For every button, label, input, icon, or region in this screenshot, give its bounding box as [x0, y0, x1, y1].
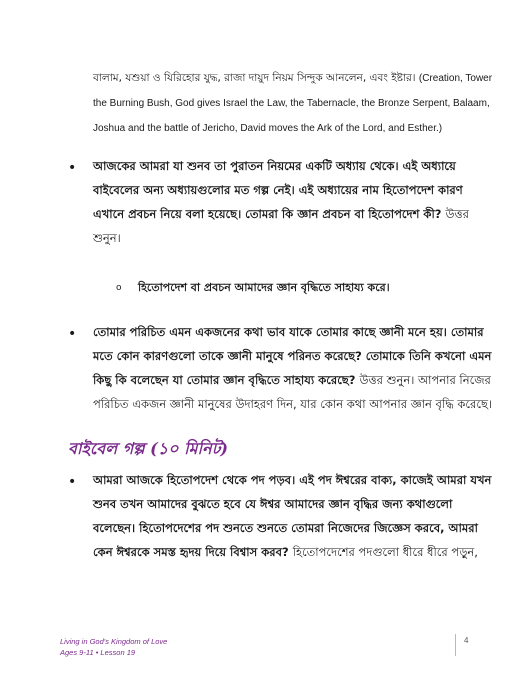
bullet-1-normal: উত্তর শুনুন।: [93, 207, 469, 245]
bullet-marker: •: [68, 160, 77, 176]
bullet-3-bold: আমরা আজকে হিতোপদেশ থেকে পদ পড়ব। এই পদ ঈশ্বরের বাক্য, কাজেই আমরা যখন শুনব তখন আমাদের বুঝতে হবে যে ঈশ্বর আমাদের জ্ঞান বৃদ্ধির জন্য কথাগুলো বলেছেন। হিতোপদেশের পদ শুনতে শুনতে তোমরা নিজেদের জিজ্ঞেস করবে, আমরা কেন ঈশ্বরকে সমস্ত হৃদয় দিয়ে বিশ্বাস করব?: [93, 473, 492, 559]
bullet-1-bold: আজকের আমরা যা শুনব তা পুরাতন নিয়মের একটি অধ্যায় থেকে। এই অধ্যায়ে বাইবেলের অন্য অধ্যায়গুলোর মত গল্প নেই। এই অধ্যায়ের নাম হিতোপদেশ কারণ এখানে প্রবচন নিয়ে বলা হয়েছে। তোমরা কি জ্ঞান প্রবচন বা হিতোপদেশ কী?: [93, 159, 463, 221]
bullet-paragraph-3: [93, 468, 493, 564]
bullet-3-normal: হিতোপদেশের পদগুলো ধীরে ধীরে পড়ুন,: [292, 545, 478, 559]
footer-title: Living in God's Kingdom of Love: [60, 637, 168, 646]
footer-subtitle: Ages 9-11 • Lesson 19: [60, 648, 136, 657]
sub-bullet-marker: o: [116, 283, 122, 293]
intro-paragraph: [93, 66, 493, 141]
bullet-marker: •: [68, 326, 77, 342]
bullet-2-normal: উত্তর শুনুন। আপনার নিজের পরিচিত একজন জ্ঞানী মানুষের উদাহরণ দিন, যার কোন কথা আপনার জ্ঞান বৃদ্ধি করেছে।: [93, 373, 493, 411]
bullet-marker: •: [68, 474, 77, 490]
intro-bengali: বালাম, যশুয়া ও যিরিহোর যুদ্ধ, রাজা দায়ুদ নিয়ম সিন্দুক আনলেন, এবং ইষ্টার।: [93, 72, 416, 84]
bullet-paragraph-1: [93, 154, 493, 250]
footer: [60, 636, 167, 658]
bullet-paragraph-2: [93, 320, 493, 416]
footer-divider: [455, 634, 456, 656]
bullet-2-bold: তোমার পরিচিত এমন একজনের কথা ভাব যাকে তোমার কাছে জ্ঞানী মনে হয়। তোমার মতে কোন কারণগুলো তাকে জ্ঞানী মানুষে পরিনত করেছে? তোমাকে তিনি কখনো এমন কিছু কি বলেছেন যা তোমার জ্ঞান বৃদ্ধিতে সাহায্য করেছে?: [93, 325, 492, 387]
sub-bullet-text: হিতোপদেশ বা প্রবচন আমাদের জ্ঞান বৃদ্ধিতে সাহায্য করে।: [138, 281, 390, 294]
intro-english: (Creation, Tower the Burning Bush, God gives Israel the Law, the Tabernacle, the Bronze Serpent, Balaam, Joshua and the battle of Jericho, David moves the Ark of the Lord, and Esther.): [93, 73, 493, 134]
page-number: 4: [464, 636, 469, 645]
section-title: বাইবেল গল্প (১০ মিনিট): [68, 439, 228, 458]
